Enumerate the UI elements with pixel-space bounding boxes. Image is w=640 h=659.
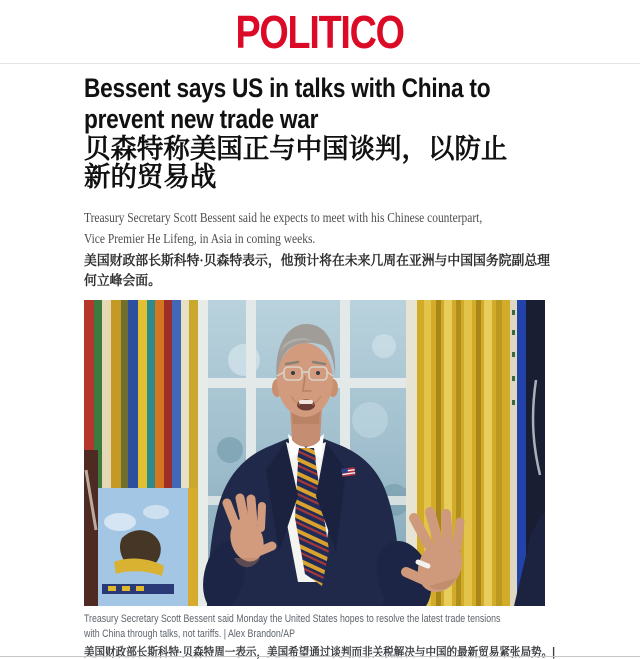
dek-chinese-line-1: 美国财政部长斯科特·贝森特表示，他预计将在未来几周在亚洲与中国国务院副总理 — [84, 253, 550, 268]
politico-logo[interactable]: POLITICO — [235, 5, 405, 58]
dek-english — [84, 207, 483, 249]
headline-english-line-1: Bessent says US in talks with China to — [84, 73, 491, 103]
oval-office-photo-illustration — [84, 300, 545, 606]
photo-caption-chinese-line-1: 美国财政部长斯科特·贝森特周一表示，美国希望通过谈判而非关税解决与中国的最新贸易紧张局势。| — [84, 645, 556, 659]
dek-chinese — [84, 251, 550, 291]
dek-english-line-2: Vice Premier He Lifeng, in Asia in coming weeks. — [84, 231, 316, 246]
bottom-divider — [0, 656, 640, 657]
dek-chinese-line-2: 何立峰会面。 — [84, 273, 161, 288]
headline-chinese-line-1: 贝森特称美国正与中国谈判，以防止 — [84, 134, 508, 164]
article-photo — [84, 300, 545, 606]
headline-chinese-line-2: 新的贸易战 — [84, 162, 217, 192]
photo-caption-english-line-2: with China through talks, not tariffs. | Alex Brandon/AP — [84, 628, 295, 640]
dek-english-line-1: Treasury Secretary Scott Bessent said he expects to meet with his Chinese counterpart, — [84, 210, 483, 225]
headline-chinese — [84, 135, 537, 191]
photo-caption-english-line-1: Treasury Secretary Scott Bessent said Monday the United States hopes to resolve the latest trade tensions — [84, 613, 501, 625]
photo-caption-english — [84, 612, 501, 642]
headline-english-line-2: prevent new trade war — [84, 104, 319, 134]
site-header — [0, 0, 640, 64]
headline-english — [84, 73, 491, 135]
article-content — [84, 64, 556, 659]
left-flags-streamers — [84, 300, 198, 606]
